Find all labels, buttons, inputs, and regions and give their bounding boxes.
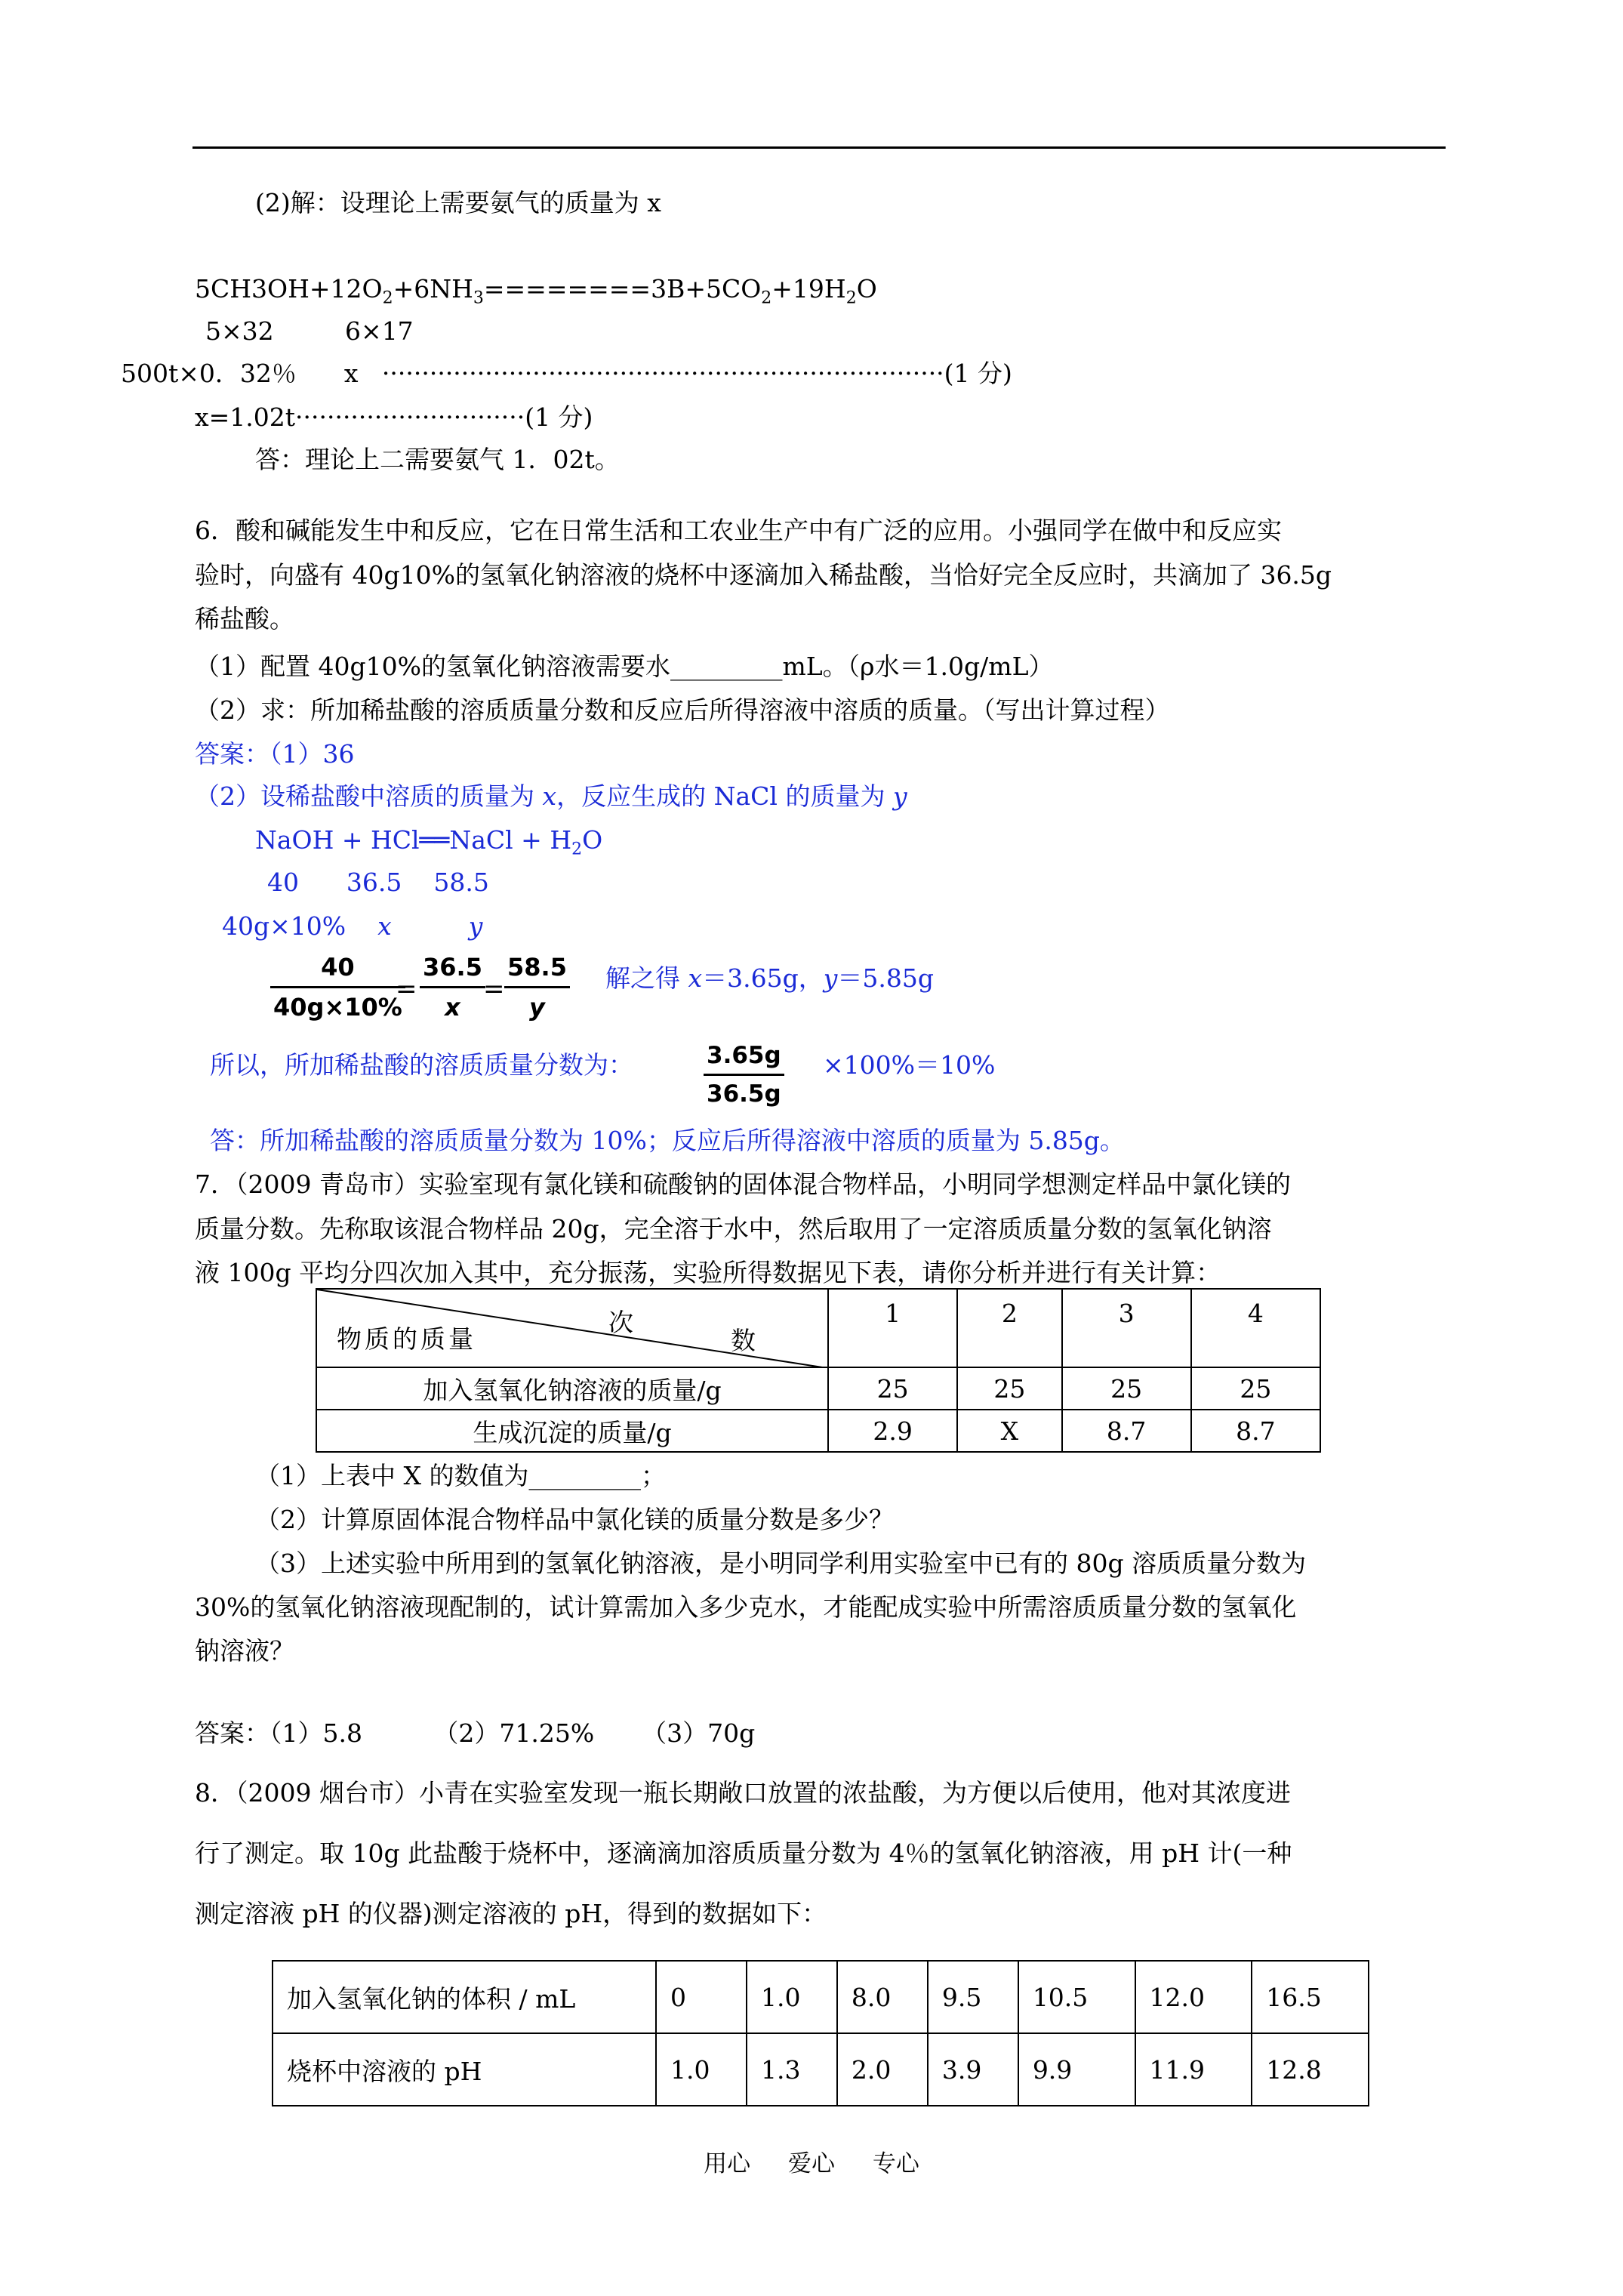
table-cell: 1.0 [747,1961,837,2033]
table-cell: 12.8 [1252,2033,1369,2106]
table-cell: 9.5 [928,1961,1018,2033]
table-row [316,1410,1320,1452]
column-header: 3 [1062,1289,1191,1367]
answer-6-1: 答案：（1）36 [195,739,355,769]
solution-line: (2)解：设理论上需要氨气的质量为 x [255,188,661,217]
q6-sub1: （1）配置 40g10%的氢氧化钠溶液需要水_________mL。（ρ水＝1.0g/mL） [195,652,1054,681]
answer-7: 答案：（1）5.8 （2）71.25% （3）70g [195,1718,756,1748]
ratio-line: 5×32 6×17 [205,316,414,346]
header-rule [192,146,1446,149]
table-cell: 12.0 [1135,1961,1252,2033]
table-cell: 1.3 [747,2033,837,2106]
q6-text: 稀盐酸。 [195,604,294,633]
row-label: 加入氢氧化钠溶液的质量/g [316,1367,828,1410]
answer-6-ratios: 40 36.5 58.5 [267,868,489,897]
table-cell: 1.0 [656,2033,747,2106]
table-cell: 8.7 [1191,1410,1320,1452]
row-label: 加入氢氧化钠的体积 / mL [273,1961,656,2033]
table-cell: 10.5 [1018,1961,1135,2033]
header-label: 数 [731,1326,756,1355]
q7-text: 7．（2009 青岛市）实验室现有氯化镁和硫酸钠的固体混合物样品，小明同学想测定样品中氯化镁的 [195,1170,1291,1199]
equals-sign: = [483,974,505,1004]
table-cell: 9.9 [1018,2033,1135,2106]
table-cell: 8.7 [1062,1410,1191,1452]
table-cell: 25 [957,1367,1061,1410]
answer-6-percent: 所以，所加稀盐酸的溶质质量分数为： [210,1050,633,1080]
column-header: 2 [957,1289,1061,1367]
table-cell: X [957,1410,1061,1452]
answer-6-solve: 解之得 x＝3.65g，y＝5.85g [605,963,934,993]
answer-line: 答：理论上二需要氨气 1．02t。 [255,445,620,474]
header-label: 次 [608,1308,633,1337]
q7-sub3: 30%的氢氧化钠溶液现配制的，试计算需加入多少克水，才能配成实验中所需溶质质量分数的氢氧化 [195,1592,1297,1622]
table-cell: 11.9 [1135,2033,1252,2106]
table-row [316,1367,1320,1410]
table-row [273,1961,1369,2033]
page-footer: 用心 爱心 专心 [704,2150,919,2177]
table-cell: 8.0 [837,1961,928,2033]
fraction-40: 40 40g×10% [270,953,405,1022]
q7-sub2: （2）计算原固体混合物样品中氯化镁的质量分数是多少？ [255,1505,894,1534]
table-cell: 25 [1191,1367,1320,1410]
chemical-equation: $5CH3OH+12O_2+6NH_3========3B+5CO_2+19H_2O$ [195,274,877,308]
table-cell: 25 [828,1367,957,1410]
q7-sub1: （1）上表中 X 的数值为_________； [255,1461,666,1490]
q6-text: 验时，向盛有 40g10%的氢氧化钠溶液的烧杯中逐滴加入稀盐酸，当恰好完全反应时，共滴加了 36.5g [195,560,1332,590]
q8-text: 8．（2009 烟台市）小青在实验室发现一瓶长期敞口放置的浓盐酸，为方便以后使用，他对其浓度进 [195,1778,1291,1808]
q7-sub3: （3）上述实验中所用到的氢氧化钠溶液，是小明同学利用实验室中已有的 80g 溶质质量分数为 [255,1549,1307,1578]
fraction-36-5: 36.5 x [420,953,485,1022]
table-cell: 0 [656,1961,747,2033]
column-header: 4 [1191,1289,1320,1367]
answer-6-equation: NaOH + HCl══NaCl + $H_2O$ [255,825,603,859]
answer-6-final: 答：所加稀盐酸的溶质质量分数为 10%；反应后所得溶液中溶质的质量为 5.85g。 [210,1126,1125,1155]
fraction-58-5: 58.5 y [504,953,570,1022]
q6-sub2: （2）求：所加稀盐酸的溶质质量分数和反应后所得溶液中溶质的质量。（写出计算过程） [195,695,1170,725]
row-label: 烧杯中溶液的 pH [273,2033,656,2106]
table-row [273,2033,1369,2106]
diagonal-header-cell [316,1289,828,1367]
table-cell: 3.9 [928,2033,1018,2106]
result-line: x=1.02t·····························(1 分) [195,402,593,432]
data-table-q7 [316,1288,1321,1453]
data-table-q8 [272,1960,1369,2106]
table-cell: 2.0 [837,2033,928,2106]
q7-sub3: 钠溶液？ [195,1636,294,1666]
row-label: 生成沉淀的质量/g [316,1410,828,1452]
answer-6-masses: 40g×10% x y [222,911,483,941]
fraction-3-65: 3.65g 36.5g [704,1042,784,1108]
table-cell: 25 [1062,1367,1191,1410]
mass-line: 500t×0．32％ x ·······································································(1 分) [121,359,1012,388]
q7-text: 液 100g 平均分四次加入其中，充分振荡，实验所得数据见下表，请你分析并进行有关计算： [195,1258,1221,1287]
answer-6-percent-result: ×100%＝10% [823,1050,996,1080]
equals-sign: = [396,974,417,1004]
q8-text: 行了测定。取 10g 此盐酸于烧杯中，逐滴滴加溶质质量分数为 4％的氢氧化钠溶液，用 pH 计(一种 [195,1838,1292,1868]
q8-text: 测定溶液 pH 的仪器)测定溶液的 pH，得到的数据如下： [195,1899,827,1928]
table-cell: 2.9 [828,1410,957,1452]
table-cell: 16.5 [1252,1961,1369,2033]
q7-text: 质量分数。先称取该混合物样品 20g，完全溶于水中，然后取用了一定溶质质量分数的氢氧化钠溶 [195,1214,1272,1244]
q6-text: 6．酸和碱能发生中和反应，它在日常生活和工农业生产中有广泛的应用。小强同学在做中和反应实 [195,516,1282,545]
answer-6-2: （2）设稀盐酸中溶质的质量为 x，反应生成的 NaCl 的质量为 y [195,781,907,811]
column-header: 1 [828,1289,957,1367]
header-label: 物质的质量 [337,1324,476,1354]
